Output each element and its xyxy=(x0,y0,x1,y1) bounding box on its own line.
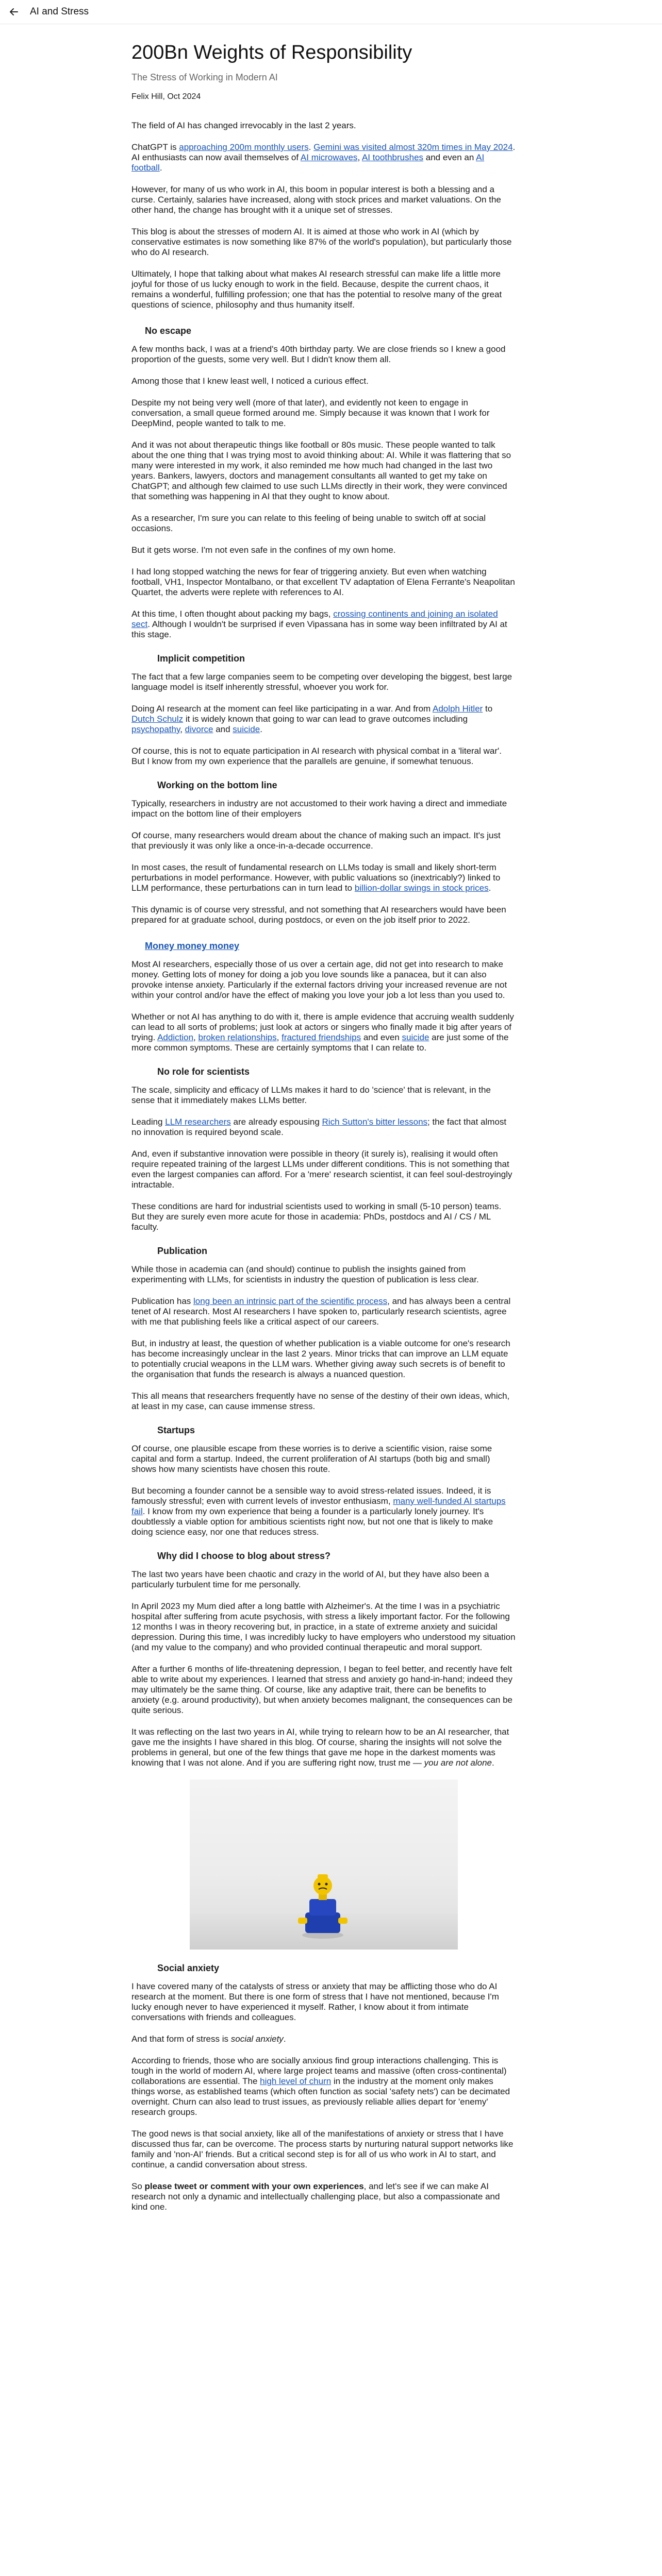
paragraph: According to friends, those who are socially anxious find group interactions challenging. This is tough in the world of modern AI, where large project teams and massive (often cross-continental) collaborations are essential. The high level of churn in the industry at the moment only makes things worse, as established teams (which often function as social 'safety nets') can be decimated overnight. Churn can also lead to trust issues, as previously reliable allies depart for 'enemy' research groups. xyxy=(131,2056,510,2117)
link-divorce[interactable]: divorce xyxy=(185,724,213,734)
paragraph: Leading LLM researchers are already espousing Rich Sutton's bitter lessons; the fact that almost no innovation is required beyond scale. xyxy=(131,1117,507,1137)
article-byline: Felix Hill, Oct 2024 xyxy=(131,92,201,101)
article-subtitle: The Stress of Working in Modern AI xyxy=(131,72,278,82)
paragraph: This all means that researchers frequently have no sense of the destiny of their own ideas, which, at least in my case, can cause immense stress. xyxy=(131,1391,510,1411)
paragraph: Doing AI research at the moment can feel like participating in a war. And from Adolph Hitler to Dutch Schulz it is widely known that going to war can lead to grave outcomes including psychopathy, divorce and suicide. xyxy=(131,704,493,734)
section-heading xyxy=(145,941,516,951)
paragraph: Of course, many researchers would dream about the chance of making such an impact. It's just that previously it was only like a once-in-a-decade occurrence. xyxy=(131,831,501,851)
paragraph: At this time, I often thought about packing my bags, crossing continents and joining an isolated sect. Although I wouldn't be surprised if even Vipassana has in some way been infiltrated by AI at this stage. xyxy=(131,609,507,639)
paragraph: And it was not about therapeutic things like football or 80s music. These people wanted to talk about the one thing that I was trying most to avoid thinking about: AI. While it was flattering that so many were interested in my work, it also reminded me how much had changed in the last two years. Bankers, lawyers, doctors and management consultants all wanted to get my take on ChatGPT; and although few claimed to use such LLMs directly in their work, they were convinced that something was happening in AI that they ought to know about. xyxy=(131,440,511,501)
link-chatgpt-users[interactable]: approaching 200m monthly users xyxy=(179,142,309,152)
paragraph: While those in academia can (and should) continue to publish the insights gained from experimenting with LLMs, for scientists in industry the question of publication is less clear. xyxy=(131,1264,479,1284)
link-isolated-sect[interactable]: crossing continents and joining an isolated sect xyxy=(131,609,498,629)
paragraph: Whether or not AI has anything to do with it, there is ample evidence that accruing wealth suddenly can lead to all sorts of problems; just look at actors or singers who finally made it big after years of trying. Addiction, broken relationships, fractured friendships and even suicide are just some of the more common symptoms. These are certainly symptoms that I can relate to. xyxy=(131,1012,514,1053)
paragraph: And, even if substantive innovation were possible in theory (it surely is), realising it would often require repeated training of the largest LLMs under different conditions. This is not something that even the largest companies can afford. For a 'mere' research scientist, it can feel soul-destroyingly intractable. xyxy=(131,1149,512,1190)
paragraph: The field of AI has changed irrevocably in the last 2 years. xyxy=(131,121,356,130)
subsection-heading: Startups xyxy=(157,1425,195,1435)
link-stock-swings[interactable]: billion-dollar swings in stock prices xyxy=(354,883,489,893)
link-broken-relationships[interactable]: broken relationships xyxy=(198,1032,277,1042)
paragraph: Of course, this is not to equate participation in AI research with physical combat in a 'literal war'. But I know from my own experience that the parallels are genuine, if somewhat tenuous. xyxy=(131,746,502,766)
paragraph: After a further 6 months of life-threatening depression, I began to feel better, and recently have felt able to write about my experiences. I learned that stress and anxiety go hand-in-hand; indeed they may ultimately be the same thing. Of course, like any adaptive trait, there can be benefits to anxiety (e.g. around productivity), but when anxiety becomes malignant, the consequences can be quite serious. xyxy=(131,1664,513,1715)
paragraph: Despite my not being very well (more of that later), and evidently not keen to engage in conversation, a small queue formed around me. Simply because it was known that I work for DeepMind, people wanted to talk to me. xyxy=(131,398,490,428)
paragraph: It was reflecting on the last two years in AI, while trying to relearn how to be an AI researcher, that gave me the insights I have shared in this blog. Of course, sharing the insights will not solve the problems in general, but one of the few things that gave me hope in the darkest moments was knowing that I was not alone. And if you are suffering right now, trust me — you are not alone. xyxy=(131,1727,509,1768)
top-bar xyxy=(0,0,662,24)
subsection-heading: Social anxiety xyxy=(157,1963,220,1973)
section-heading: No escape xyxy=(145,326,192,336)
subsection-heading: Working on the bottom line xyxy=(157,780,277,790)
paragraph: But it gets worse. I'm not even safe in the confines of my own home. xyxy=(131,545,396,555)
paragraph: The good news is that social anxiety, like all of the manifestations of anxiety or stress that I have discussed thus far, can be overcome. The process starts by nurturing natural support networks like family and 'non-AI' friends. But a critical second step is for all of us who work in AI to start, and continue, a candid conversation about stress. xyxy=(131,2129,514,2170)
link-dutch-schulz[interactable]: Dutch Schulz xyxy=(131,714,184,724)
subsection-heading: No role for scientists xyxy=(157,1066,250,1077)
paragraph: But, in industry at least, the question of whether publication is a viable outcome for one's research has become increasingly unclear in the last 2 years. Minor tricks that can improve an LLM equate to potentially crucial weapons in the LLM wars. Whether giving away such secrets is of benefit to the organisation that funds the research is always a nuanced question. xyxy=(131,1338,510,1379)
paragraph: I have covered many of the catalysts of stress or anxiety that may be afflicting those who do AI research at the moment. But there is one form of stress that I have not mentioned, because I'm lucky enough never to have experienced it myself. Rather, I know about it from intimate conversations with friends and colleagues. xyxy=(131,1981,499,2022)
paragraph: In April 2023 my Mum died after a long battle with Alzheimer's. At the time I was in a psychiatric hospital after suffering from acute psychosis, with stress a likely important factor. For the following 12 months I was in theory recovering but, in practice, in a state of extreme anxiety and suicidal depression. During this time, I was incredibly lucky to have employers who understood my situation (and my value to the company) and who provided continual therapeutic and moral support. xyxy=(131,1601,516,1652)
paragraph: This dynamic is of course very stressful, and not something that AI researchers would have been prepared for at graduate school, during postdocs, or even on the job itself prior to 2022. xyxy=(131,905,506,925)
link-high-level-of-churn[interactable]: high level of churn xyxy=(260,2076,332,2086)
paragraph: So please tweet or comment with your own experiences, and let's see if we can make AI research not only a dynamic and intellectually challenging place, but also a compassionate and kind one. xyxy=(131,2181,500,2212)
paragraph: As a researcher, I'm sure you can relate to this feeling of being unable to switch off at social occasions. xyxy=(131,513,486,533)
back-arrow-icon[interactable] xyxy=(8,6,20,18)
paragraph: And that form of stress is social anxiety. xyxy=(131,2034,286,2044)
paragraph: In most cases, the result of fundamental research on LLMs today is small and likely short-term perturbations in model performance. However, with public valuations so (inextricably?) linked to LLM performance, these perturbations can in turn lead to billion-dollar swings in stock prices. xyxy=(131,862,501,893)
link-bitter-lessons[interactable]: Rich Sutton's bitter lessons xyxy=(322,1117,428,1127)
paragraph: I had long stopped watching the news for fear of triggering anxiety. But even when watching football, VH1, Inspector Montalbano, or that excellent TV adaptation of Elena Ferrante's Neapolitan Quartet, the adverts were replete with references to AI. xyxy=(131,567,515,597)
article xyxy=(131,41,516,2224)
link-suicide[interactable]: suicide xyxy=(233,724,260,734)
paragraph: Of course, one plausible escape from these worries is to derive a scientific vision, raise some capital and form a startup. Indeed, the current proliferation of AI startups (both big and small) shows how many scientists have chosen this route. xyxy=(131,1444,492,1474)
article-title: 200Bn Weights of Responsibility xyxy=(131,42,412,63)
paragraph: But becoming a founder cannot be a sensible way to avoid stress-related issues. Indeed, it is famously stressful; even with current levels of investor enthusiasm, many well-funded AI startups fail. I know from my own experience that being a founder is a particularly lonely journey. It's doubtlessly a viable option for ambitious scientists right now, but not one that is likely to make doing science easy, nor one that reduces stress. xyxy=(131,1486,506,1537)
paragraph: Publication has long been an intrinsic part of the scientific process, and has always been a central tenet of AI research. Most AI researchers I have spoken to, particularly research scientists, agree with me that publishing feels like a critical aspect of our careers. xyxy=(131,1296,511,1327)
link-startups-fail[interactable]: many well-funded AI startups fail xyxy=(131,1496,506,1516)
paragraph: Among those that I knew least well, I noticed a curious effect. xyxy=(131,376,369,386)
paragraph: The scale, simplicity and efficacy of LLMs makes it hard to do 'science' that is relevant, in the sense that it immediately makes LLMs better. xyxy=(131,1085,491,1105)
link-ai-toothbrushes[interactable]: AI toothbrushes xyxy=(361,152,424,162)
link-ai-microwaves[interactable]: AI microwaves xyxy=(300,152,358,162)
link-psychopathy[interactable]: psychopathy xyxy=(131,724,180,734)
paragraph: Typically, researchers in industry are not accustomed to their work having a direct and immediate impact on the bottom line of their employers xyxy=(131,799,507,819)
paragraph: Ultimately, I hope that talking about what makes AI research stressful can make life a little more joyful for those of us lucky enough to work in the field. Because, despite the current chaos, it remains a wonderful, fulfilling profession; one that has the potential to resolve many of the great questions of science, philosophy and thus humanity itself. xyxy=(131,269,502,310)
link-money-money-money[interactable]: Money money money xyxy=(145,941,240,951)
link-scientific-process[interactable]: long been an intrinsic part of the scientific process xyxy=(193,1296,388,1306)
paragraph: A few months back, I was at a friend's 40th birthday party. We are close friends so I knew a good proportion of the guests, some very well. But I didn't know them all. xyxy=(131,344,506,364)
link-suicide-2[interactable]: suicide xyxy=(402,1032,429,1042)
paragraph: The fact that a few large companies seem to be competing over developing the biggest, best large language model is itself inherently stressful, whoever you work for. xyxy=(131,672,512,692)
subsection-heading: Why did I choose to blog about stress? xyxy=(157,1551,331,1561)
link-gemini-visits[interactable]: Gemini was visited almost 320m times in May 2024 xyxy=(313,142,513,152)
link-ai-football[interactable]: AI football xyxy=(131,152,485,173)
link-llm-researchers[interactable]: LLM researchers xyxy=(165,1117,231,1127)
subsection-heading: Implicit competition xyxy=(157,653,245,664)
paragraph: These conditions are hard for industrial scientists used to working in small (5-10 person) teams. But they are surely even more acute for those in academia: PhDs, postdocs and AI / CS / ML faculty. xyxy=(131,1201,502,1232)
link-fractured-friendships[interactable]: fractured friendships xyxy=(282,1032,361,1042)
site-title: AI and Stress xyxy=(30,6,89,17)
paragraph: However, for many of us who work in AI, this boom in popular interest is both a blessing and a curse. Certainly, salaries have increased, along with stock prices and market valuations. On the other hand, the change has brought with it a unique set of stresses. xyxy=(131,184,501,215)
link-addiction[interactable]: Addiction xyxy=(157,1032,194,1042)
paragraph: This blog is about the stresses of modern AI. It is aimed at those who work in AI (which by conservative estimates is now something like 87% of the world's population), but particularly those who do AI research. xyxy=(131,227,512,257)
link-adolph-hitler[interactable]: Adolph Hitler xyxy=(432,704,483,714)
subsection-heading: Publication xyxy=(157,1246,208,1256)
paragraph: The last two years have been chaotic and crazy in the world of AI, but they have also been a particularly turbulent time for me personally. xyxy=(131,1569,489,1589)
paragraph: ChatGPT is approaching 200m monthly users. Gemini was visited almost 320m times in May 2024. AI enthusiasts can now avail themselves of AI microwaves, AI toothbrushes and even an AI football. xyxy=(131,142,516,173)
lego-figure-image xyxy=(190,1780,458,1950)
paragraph: Most AI researchers, especially those of us over a certain age, did not get into research to make money. Getting lots of money for doing a job you love sounds like a panacea, but it can also provoke intense anxiety. Particularly if the external factors driving your increased revenue are not within your control and/or have the effect of making you love your job a lot less than you used to. xyxy=(131,959,507,1000)
